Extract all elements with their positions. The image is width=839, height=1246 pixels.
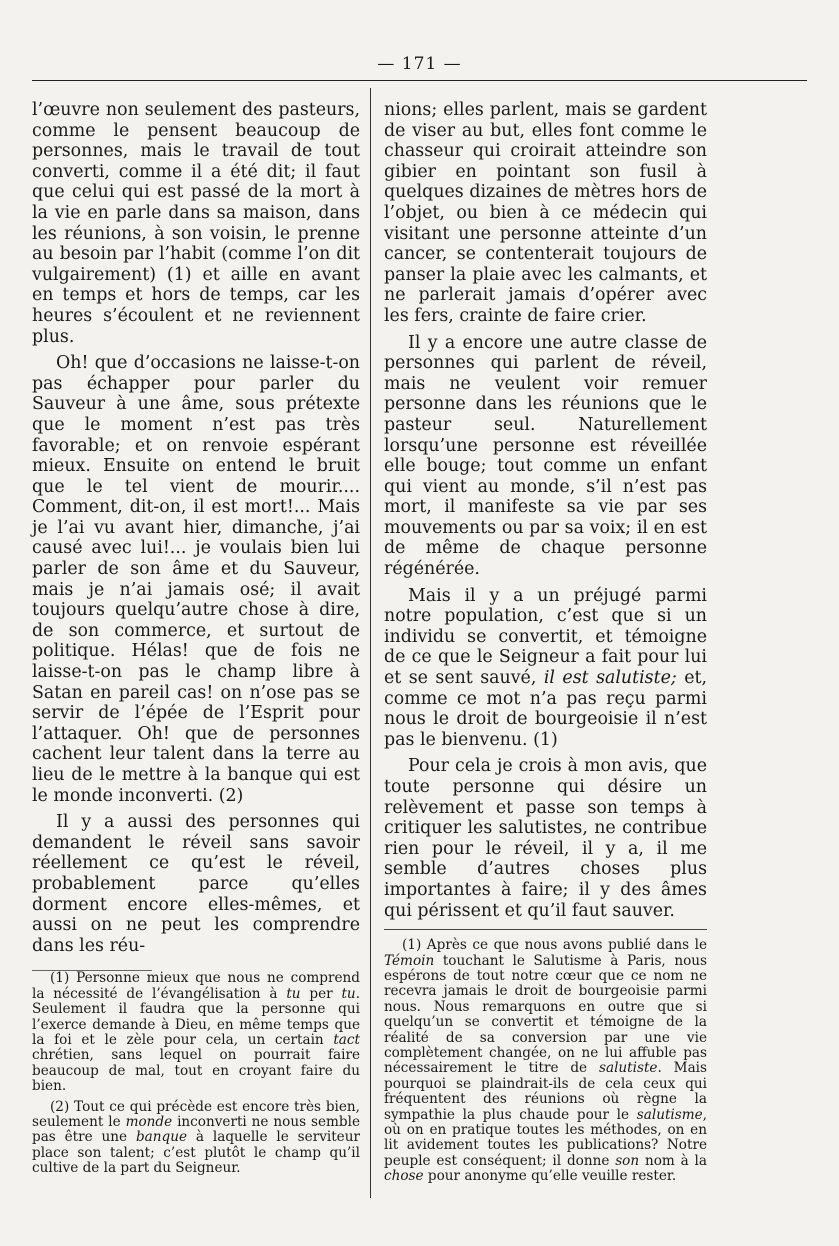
right-paragraph-3: Mais il y a un préjugé parmi notre population, c’est que si un individu se convertit, et témoigne de ce que le Seigneur a fait pour lui et se sent sauvé, il est salutiste; et, comme ce mot n’a pas reçu parmi nous le droit de bourgeoisie il n’est pas le bienvenu. (1) bbox=[384, 585, 708, 750]
footnote-emphasis: tact bbox=[333, 1031, 360, 1048]
right-footnotes bbox=[384, 929, 707, 1185]
footnote-emphasis: monde bbox=[125, 1114, 173, 1130]
page-number: — 171 — bbox=[377, 54, 462, 74]
right-footnote-1: (1) Après ce que nous avons publié dans le Témoin touchant le Salutisme à Paris, nous espérons de tout notre cœur que ce nom ne recevra jamais le droit de bourgeoisie parmi nous. Nous remarquons en outre que si quelqu’un se convertit et témoigne de la réalité de sa conversion par une vie complètement changée, on ne lui affuble pas nécessairement le titre de salutiste. Mais pourquoi se plaindrait-ils de cela ceux qui fréquentent des réunions où règne la sympathie la plus chaude pour le salutisme, où on en pratique toutes les méthodes, on en lit avidement toutes les publications? Notre peuple est conséquent; il donne son nom à la chose pour anonyme qu’elle veuille rester. bbox=[384, 937, 708, 1185]
right-body bbox=[384, 100, 707, 921]
left-body bbox=[32, 100, 360, 956]
footnote-emphasis: son bbox=[615, 1152, 640, 1169]
left-column bbox=[32, 100, 360, 1182]
right-paragraph-4: Pour cela je crois à mon avis, que toute personne qui désire un relèvement et passe son temps à critiquer les salutistes, ne contribue rien pour le réveil, il y a, il me semble d’autres choses plus importantes à faire; il y des âmes qui périssent et qu’il faut sauver. bbox=[384, 756, 707, 921]
footnote-emphasis: banque bbox=[135, 1129, 188, 1146]
footnote-emphasis: salutiste bbox=[598, 1060, 658, 1077]
right-paragraph-2: Il y a encore une autre classe de personnes qui parlent de réveil, mais ne veulent voir remuer personne dans les réunions que le pasteur seul. Naturellement lorsqu’une personne est réveillée elle bouge; tout comme un enfant qui vient au monde, s’il n’est pas mort, il manifeste sa vie par ses mouvements ou par sa voix; il en est de même de chaque personne régénérée. bbox=[384, 332, 707, 580]
left-footnotes bbox=[32, 971, 360, 1176]
right-paragraph-1: nions; elles parlent, mais se gardent de viser au but, elles font comme le chasseur qui croirait atteindre son gibier en pointant son fusil à quelques dizaines de mètres hors de l’objet, ou bien à ce médecin qui visitant une personne atteinte d’un cancer, se contenterait toujours de panser la plaie avec les calmants, et ne parlerait jamais d’opérer avec les fers, crainte de faire crier. bbox=[384, 100, 707, 326]
footnote-emphasis: tu bbox=[286, 985, 301, 1002]
left-paragraph-2: Oh! que d’occasions ne laisse-t-on pas échapper pour parler du Sauveur à une âme, sous prétexte que le moment n’est pas très favorable; et on renvoie espérant mieux. Ensuite on entend le bruit que le tel vient de mourir.... Comment, dit-on, il est mort!... Mais je l’ai vu avant hier, dimanche, j’ai causé avec lui!... je voulais bien lui parler de son âme et du Sauveur, mais je n’ai jamais osé; il avait toujours quelqu’autre chose à dire, de son commerce, et surtout de politique. Hélas! que de fois ne laisse-t-on pas le champ libre à Satan en pareil cas! on n’ose pas se servir de l’épée de l’Esprit pour l’attaquer. Oh! que de personnes cachent leur talent dans la terre au lieu de le mettre à la banque qui est le monde inconverti. (2) bbox=[32, 353, 360, 806]
left-paragraph-1: l’œuvre non seulement des pasteurs, comme le pensent beaucoup de personnes, mais le travail de tout converti, comme il a été dit; il faut que celui qui est passé de la mort à la vie en parle dans sa maison, dans les réunions, à son voisin, le prenne au besoin par l’habit (comme l’on dit vulgairement) (1) et aille en avant en temps et hors de temps, car les heures s’écoulent et ne reviennent plus. bbox=[32, 100, 360, 347]
left-paragraph-3: Il y a aussi des personnes qui demandent le réveil sans savoir réellement ce qu’est le réveil, probablement parce qu’elles dorment encore elles-mêmes, et aussi on ne peut les comprendre dans les réu- bbox=[32, 812, 360, 956]
footnote-emphasis: Témoin bbox=[384, 952, 435, 969]
column-divider bbox=[370, 88, 371, 1198]
footnote-emphasis: salutisme bbox=[636, 1106, 703, 1123]
left-footnote-2: (2) Tout ce qui précède est encore très bien, seulement le monde inconverti ne nous semble pas être une banque à laquelle le serviteur place son talent; c’est plutôt le champ qu’il cultive de la part du Seigneur. bbox=[32, 1098, 360, 1177]
footnote-emphasis: chose bbox=[384, 1168, 424, 1185]
right-column bbox=[384, 100, 707, 1190]
header-rule bbox=[32, 80, 807, 81]
footnote-emphasis: tu bbox=[341, 985, 356, 1002]
body-emphasis: il est salutiste; bbox=[543, 668, 677, 689]
left-footnote-1: (1) Personne mieux que nous ne comprend la nécessité de l’évangélisation à tu per tu. Seulement il faudra que la personne qui l’exerce demande à Dieu, en même temps que la foi et le zèle pour cela, un certain tact chrétien, sans lequel on pourrait faire beaucoup de mal, tout en croyant faire du bien. bbox=[32, 970, 361, 1095]
